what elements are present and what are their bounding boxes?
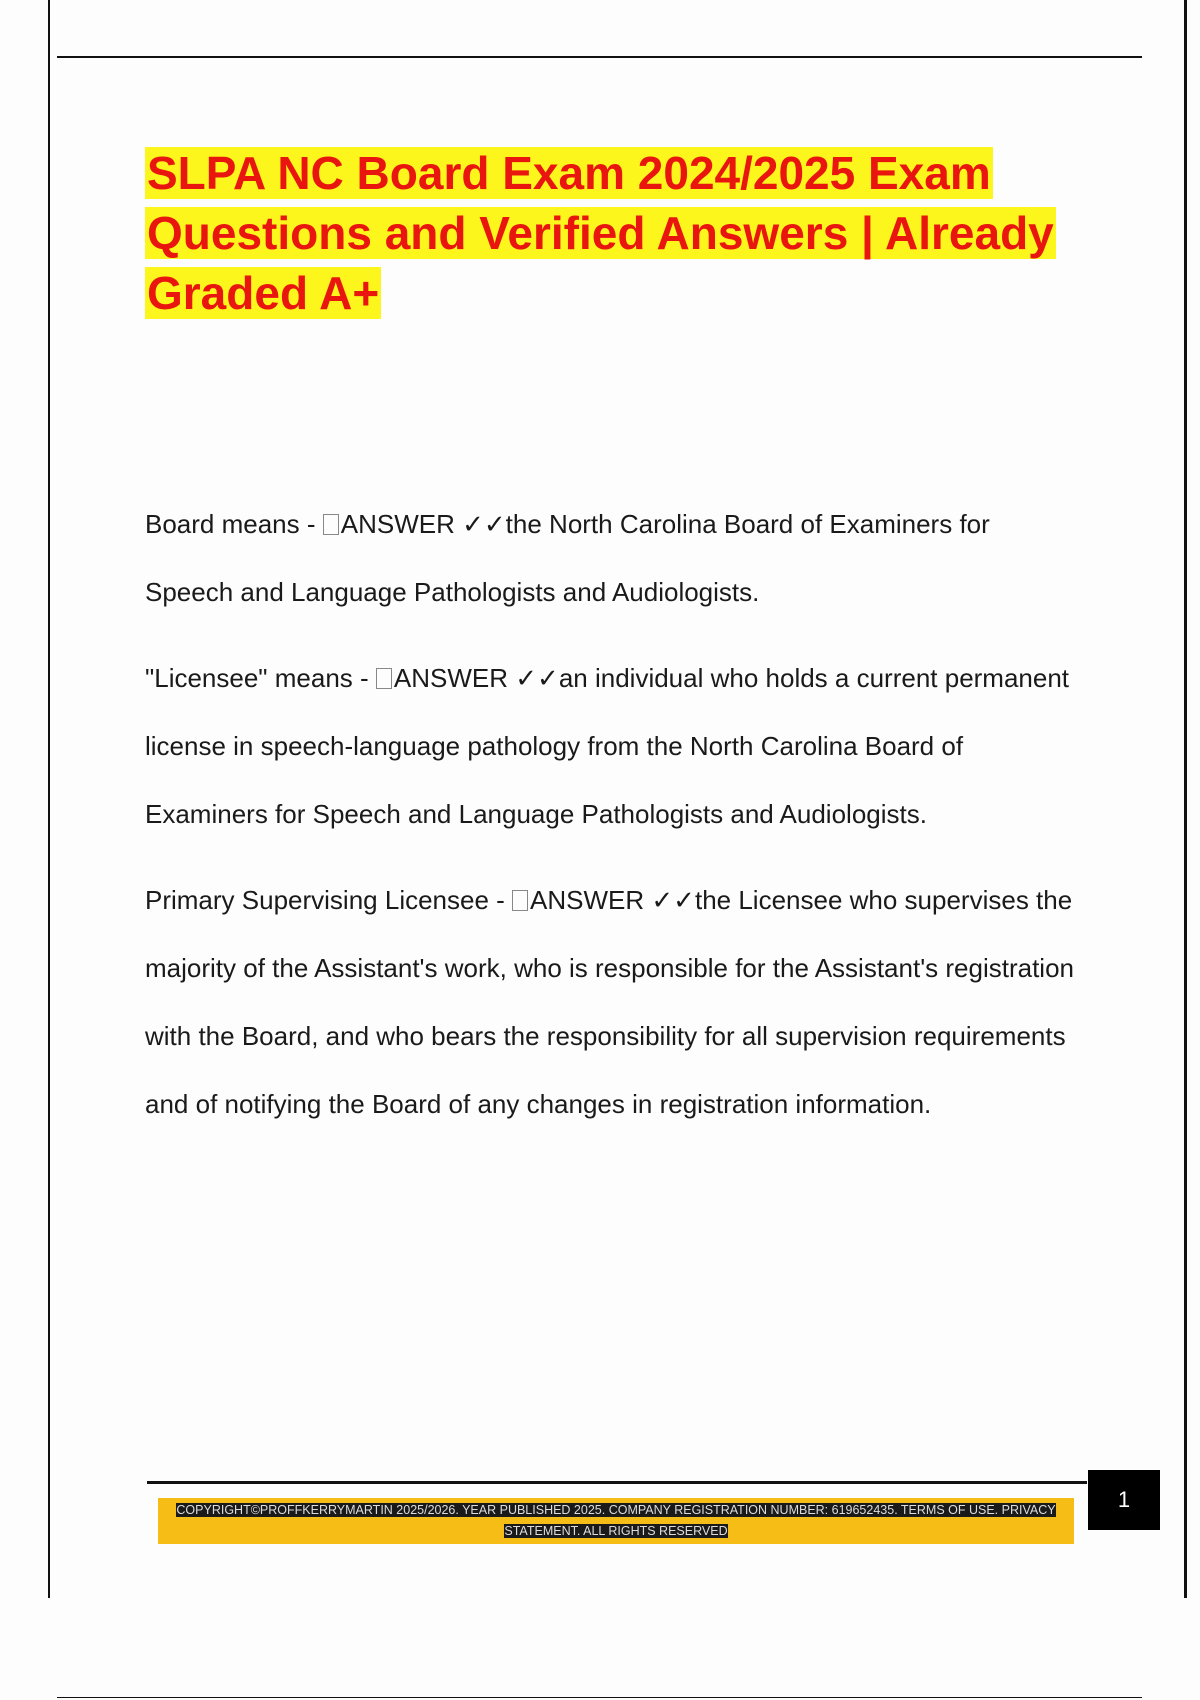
page-border-right xyxy=(1184,0,1187,1598)
qa-answer: the North Carolina Board of Examiners for Speech and Language Pathologists and Audiologists. xyxy=(145,509,990,607)
qa-answer: the Licensee who supervises the majority of the Assistant's work, who is responsible for the Assistant's registration with the Board, and who bears the responsibility for all supervision requirements and of notifying the Board of any changes in registration information. xyxy=(145,885,1074,1119)
qa-answer-label: ANSWER ✓✓ xyxy=(393,663,559,693)
qa-term: Primary Supervising Licensee - xyxy=(145,885,513,915)
qa-answer-label: ANSWER ✓✓ xyxy=(340,509,506,539)
qa-list xyxy=(145,490,1085,1156)
next-page-rule xyxy=(57,1697,1142,1698)
missing-glyph-icon xyxy=(376,668,392,689)
qa-item-board xyxy=(145,490,1085,626)
qa-term: Board means - xyxy=(145,509,323,539)
qa-term: "Licensee" means - xyxy=(145,663,376,693)
header-rule xyxy=(57,56,1142,58)
qa-answer: an individual who holds a current permanent license in speech-language pathology from the North Carolina Board of Examiners for Speech and Language Pathologists and Audiologists. xyxy=(145,663,1070,829)
qa-answer-label: ANSWER ✓✓ xyxy=(530,885,695,915)
document-title xyxy=(145,143,1105,323)
qa-item-primary-supervising-licensee xyxy=(145,866,1085,1138)
missing-glyph-icon xyxy=(512,890,528,911)
page-number: 1 xyxy=(1088,1470,1160,1530)
missing-glyph-icon xyxy=(323,514,339,535)
page-border-left xyxy=(48,0,50,1598)
copyright-text: COPYRIGHT©PROFFKERRYMARTIN 2025/2026. YEAR PUBLISHED 2025. COMPANY REGISTRATION NUMBER: 619652435. TERMS OF USE. PRIVACY STATEMENT. ALL RIGHTS RESERVED xyxy=(176,1503,1056,1538)
footer-rule xyxy=(147,1481,1087,1484)
copyright-notice xyxy=(168,1500,1064,1542)
document-title-text: SLPA NC Board Exam 2024/2025 Exam Questions and Verified Answers | Already Graded A+ xyxy=(147,147,1054,319)
qa-item-licensee xyxy=(145,644,1085,848)
